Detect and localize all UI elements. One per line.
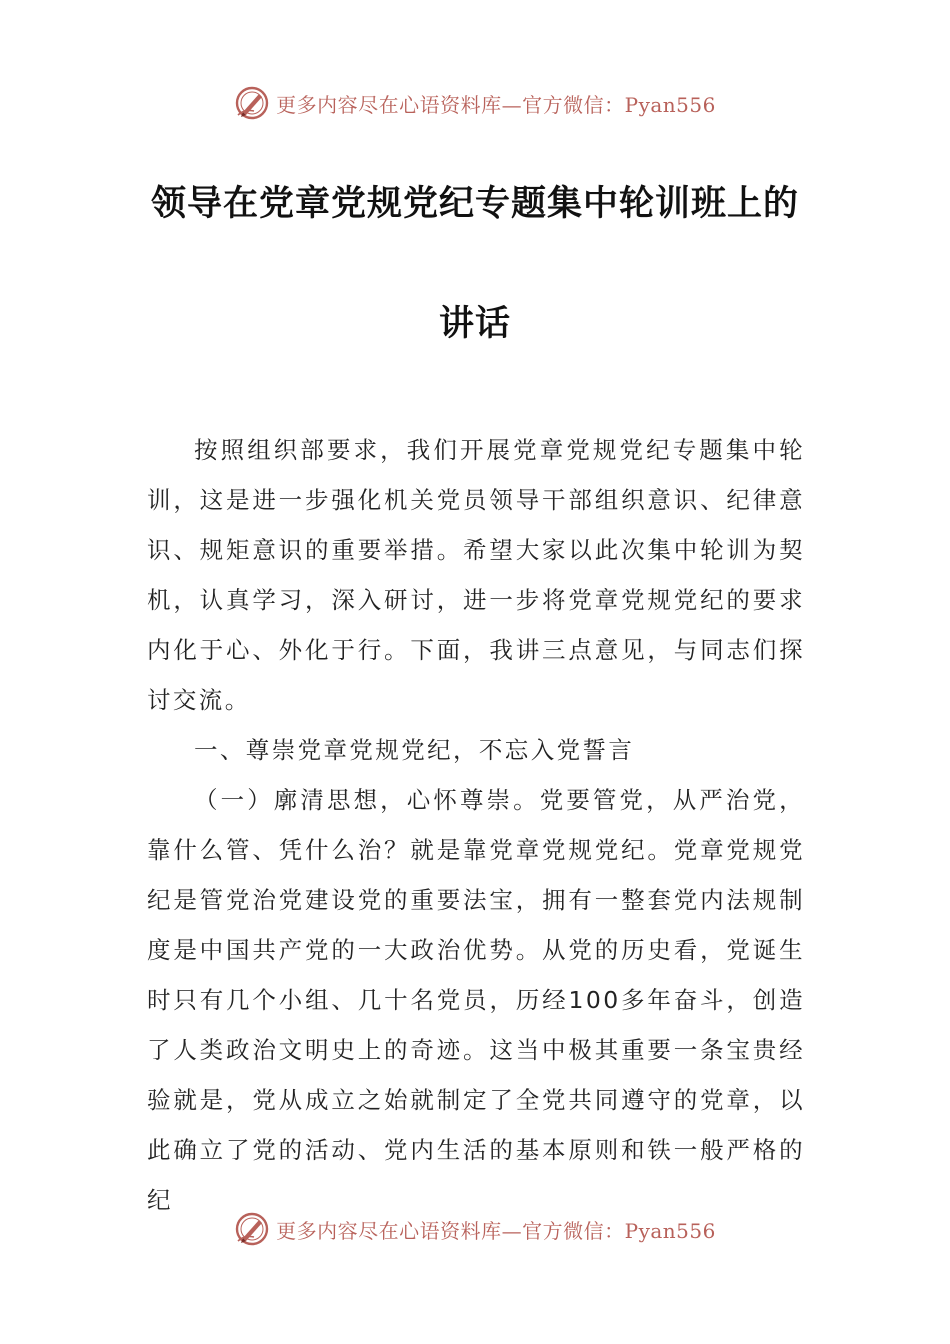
pen-logo-icon xyxy=(234,1211,270,1247)
document-title-line-1: 领导在党章党规党纪专题集中轮训班上的 xyxy=(150,184,799,224)
pen-logo-icon xyxy=(234,85,270,121)
body-paragraph: 按照组织部要求，我们开展党章党规党纪专题集中轮训，这是进一步强化机关党员领导干部组织意识、纪律意识、规矩意识的重要举措。希望大家以此次集中轮训为契机，认真学习，深入研讨，进一步将党章党规党纪的要求内化于心、外化于行。下面，我讲三点意见，与同志们探讨交流。 xyxy=(147,436,805,714)
body-paragraph: （一）廓清思想，心怀尊崇。党要管党，从严治党，靠什么管、凭什么治？就是靠党章党规党纪。党章党规党纪是管党治党建设党的重要法宝，拥有一整套党内法规制度是中国共产党的一大政治优势。从党的历史看，党诞生时只有几个小组、几十名党员，历经100多年奋斗，创造了人类政治文明史上的奇迹。这当中极其重要一条宝贵经验就是，党从成立之始就制定了全党共同遵守的党章，以此确立了党的活动、党内生活的基本原则和铁一般严格的纪 xyxy=(147,786,805,1214)
document-body xyxy=(147,425,805,1225)
watermark-banner-bottom xyxy=(0,1209,950,1249)
section-heading: 一、尊崇党章党规党纪，不忘入党誓言 xyxy=(194,736,635,764)
watermark-text: 更多内容尽在心语资料库—官方微信：Pyan556 xyxy=(276,92,716,117)
document-title-line-2: 讲话 xyxy=(438,304,511,344)
watermark-banner-top xyxy=(0,83,950,123)
watermark-text: 更多内容尽在心语资料库—官方微信：Pyan556 xyxy=(276,1218,716,1243)
